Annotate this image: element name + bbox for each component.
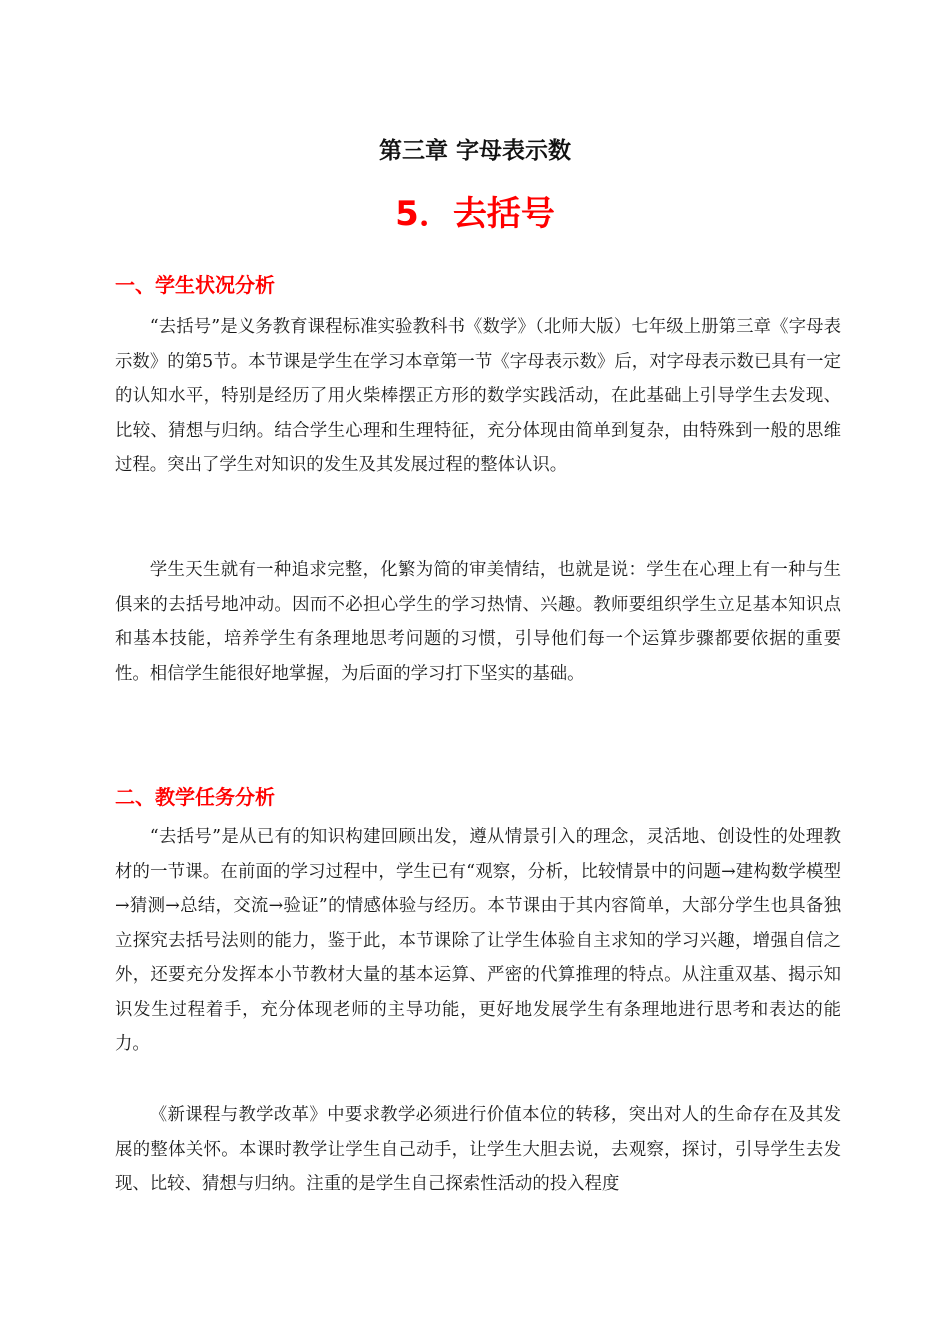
section-heading-student-analysis: 一、学生状况分析: [115, 273, 275, 297]
paragraph: 《新课程与教学改革》中要求教学必须进行价值本位的转移，突出对人的生命存在及其发展的整体关怀。本课时教学让学生自己动手，让学生大胆去说，去观察，探讨，引导学生去发现、比较、猜想与归纳。注重的是学生自己探索性活动的投入程度: [115, 1105, 841, 1194]
lesson-title: 5．去括号: [395, 194, 555, 234]
paragraph: 学生天生就有一种追求完整，化繁为简的审美情结，也就是说：学生在心理上有一种与生俱来的去括号地冲动。因而不必担心学生的学习热情、兴趣。教师要组织学生立足基本知识点和基本技能，培养学生有条理地思考问题的习惯，引导他们每一个运算步骤都要依据的重要性。相信学生能很好地掌握，为后面的学习打下坚实的基础。: [115, 560, 841, 684]
paragraph: “去括号”是义务教育课程标准实验教科书《数学》（北师大版）七年级上册第三章《字母表示数》的第5节。本节课是学生在学习本章第一节《字母表示数》后，对字母表示数已具有一定的认知水平，特别是经历了用火柴棒摆正方形的数学实践活动，在此基础上引导学生去发现、比较、猜想与归纳。结合学生心理和生理特征，充分体现由简单到复杂，由特殊到一般的思维过程。突出了学生对知识的发生及其发展过程的整体认识。: [115, 317, 841, 475]
paragraph: “去括号”是从已有的知识构建回顾出发，遵从情景引入的理念，灵活地、创设性的处理教材的一节课。在前面的学习过程中，学生已有“观察，分析，比较情景中的问题→建构数学模型→猜测→总结，交流→验证”的情感体验与经历。本节课由于其内容简单，大部分学生也具备独立探究去括号法则的能力，鉴于此，本节课除了让学生体验自主求知的学习兴趣，增强自信之外，还要充分发挥本小节教材大量的基本运算、严密的代算推理的特点。从注重双基、揭示知识发生过程着手，充分体现老师的主导功能，更好地发展学生有条理地进行思考和表达的能力。: [115, 827, 841, 1054]
chapter-title: 第三章 字母表示数: [378, 138, 571, 164]
section-heading-teaching-task-analysis: 二、教学任务分析: [115, 785, 275, 809]
